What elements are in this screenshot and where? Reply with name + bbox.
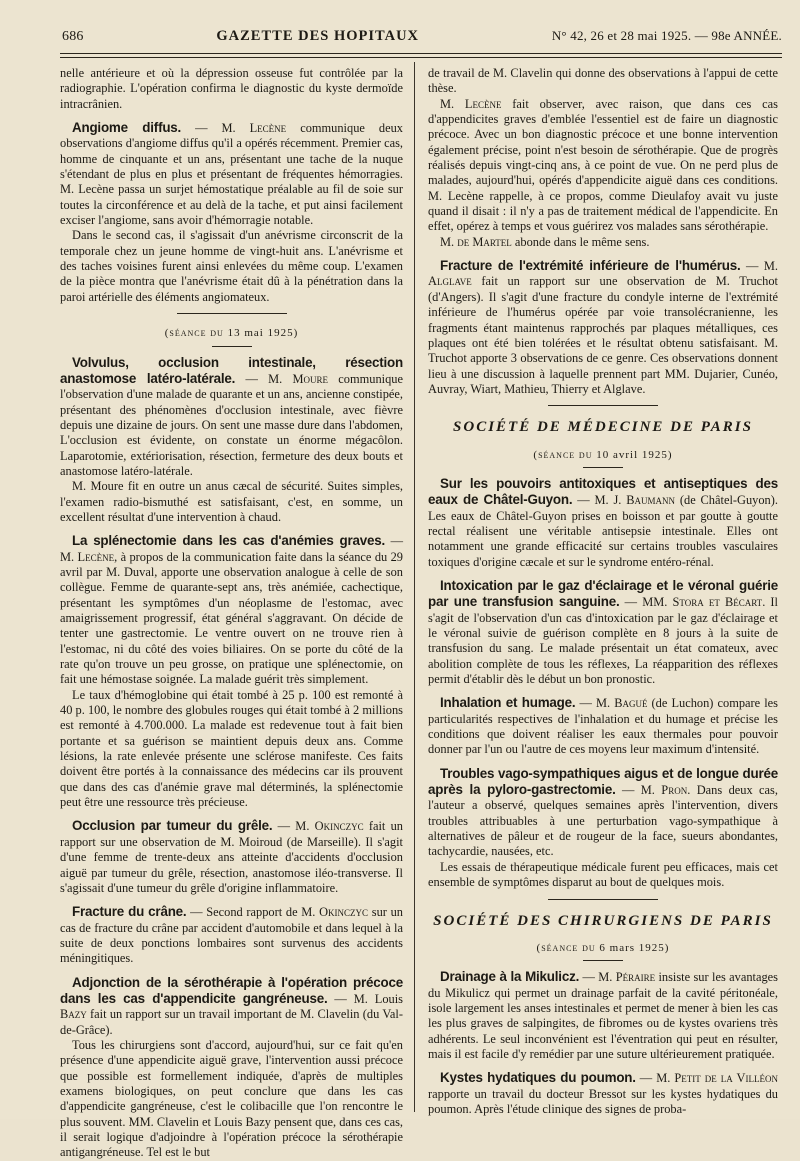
author-prefix: — M. [272, 819, 315, 834]
article-body: Le taux d'hémoglobine qui était tombé à 25 p. 100 est remonté à 40 p. 100, le nombre des globules rouges qui était tombé à 2 millions est remonté à 4.700.000. La malade est redevenue tout à fait bien portante et sa guérison se maintient depuis deux ans. Comme lésions, la rate enlevée présente une sclérose manifeste. Ces faits doivent être portés à la connaissance des médecins car ils prouvent que dans des cas d'anémie grave mal déterminés, la splénectomie peut être une ressource très précieuse. [60, 687, 403, 810]
society-title: SOCIÉTÉ DES CHIRURGIENS DE PARIS [433, 912, 773, 929]
article-heading: Sur les pouvoirs antitoxiques et antiseptiques des eaux de Châtel-Guyon. [428, 475, 778, 508]
article-body: . Il s'agit de l'observation d'un cas d'intoxication par le gaz d'éclairage et le véronal suivie de guérison complète en 8 jours à la suite de transfusion du sang. Le malade présentait un état comateux, avec abolition complète de tous les réflexes, La réapparition des réflexes permit d'établir dès le début un bon pronostic. [428, 595, 778, 687]
author-prefix: — M. Louis [327, 991, 403, 1006]
author-name: Péraire [615, 970, 656, 985]
author-name: Pron [661, 783, 688, 798]
article-body: , à propos de la communication faite dans la séance du 29 avril par M. Duval, apporte une observation analogue à celle de son collègue. Femme de quarante-sept ans, très anémiée, cachectique, présentant les symptômes d'un néoplasme de l'estomac, avec amaigrissement progressif, état général s'aggravant. On décide de tenter une gastrectomie. Le ventre ouvert on ne trouve rien à l'estomac, ni du côté des voies biliaires. On se porte du côté de la rate qu'on trouve un peu grosse, on pratique une splénectomie, on fait une hémostase soignée. La malade guérit très simplement. [60, 549, 403, 687]
article-occlusion [60, 818, 403, 896]
session-date-value: 13 mai 1925 [227, 327, 294, 340]
article-body: M. Moure fit en outre un anus cæcal de sécurité. Suites simples, l'examen radio-bismuthé est satisfaisant, c'est, en somme, un excellent résultat d'une intervention à chaud. [60, 479, 403, 524]
article-body: (de Luchon) compare les particularités respectives de l'inhalation et du humage et précise les conditions que doivent réaliser les eaux thermales pour pouvoir donner par l'un ou l'autre de ces moyens leur maximum d'intensité. [428, 696, 778, 757]
author-prefix: — M. J. [572, 493, 627, 508]
author-prefix: M. [440, 96, 465, 111]
session-date [60, 326, 403, 341]
author-name: Baumann [626, 493, 676, 508]
article-body: Tous les chirurgiens sont d'accord, aujourd'hui, sur ce fait qu'en présence d'une appendicite aiguë grave, l'intervention aussi précoce que possible est formellement indiquée, d'après de multiples examens biologiques, on peut conclure que dans les cas d'appendicite gangréneuse, c'est le colibacille que l'on rencontre le plus souvent. MM. Clavelin et Louis Bazy pensent que, dans ces cas, il serait logique d'adjoindre à l'opération précoce la sérothérapie antigangréneuse. Tel est le but [60, 1037, 403, 1160]
article-volvulus [60, 355, 403, 526]
article-heading: Inhalation et humage. [440, 695, 576, 711]
author-prefix: — M. [181, 121, 250, 136]
article-body: Dans le second cas, il s'agissait d'un anévrisme circonscrit de la temporale chez un jeune homme de vingt-huit ans. L'anévrisme et des taches voisines furent ainsi enlevées du même coup. L'examen de la pièce montra que l'anévrisme était dû à la pénétration dans la paroi artérielle des éléments angiomateux. [60, 228, 403, 304]
author-name: Petit de la Villéon [674, 1071, 778, 1086]
author-name: Lecène [249, 121, 287, 136]
page-number: 686 [62, 29, 84, 44]
article-body-text: fait observer, avec raison, que dans ces cas d'appendicites graves d'emblée l'essentiel est de faire un diagnostic précoce. Avec un bon diagnostic précoce et une bonne intervention également précise, point n'est besoin de sérothérapie. Que de progrès réalisés depuis vingt-cinq ans, à ce point de vue. On ne perd plus de malades, aujourd'hui, opérés d'appendicite aiguë dans ces conditions. M. Lecène rappelle, à ce propos, comme Dieulafoy avait vu juste quand il disait : il n'y a pas de traitement médical de l'appendicite. En effet, opérez à temps et vous guérirez vos malades sans sérothérapie. [428, 96, 778, 234]
article-body: fait un rapport sur une observation de M. Moiroud (de Marseille). Il s'agit d'une femme de trente-deux ans atteinte d'accidents d'occlusion aiguë par tumeur du grêle, résection, anastomose iléo-transverse. Il s'agissait d'une tumeur du grêle d'origine inflammatoire. [60, 819, 403, 895]
right-column [428, 66, 778, 1116]
author-name: Okinczyc [319, 905, 369, 920]
article-angiome [60, 120, 403, 305]
article-body: sur un cas de fracture du crâne par accident d'automobile et dans lequel à la suite de deux ponctions lombaires sont survenus des accidents méningitiques. [60, 905, 403, 966]
session-date [428, 448, 778, 463]
article-heading: Kystes hydatiques du poumon. [440, 1070, 636, 1086]
article-body: rapporte un travail du docteur Bressot sur les kystes hydatiques du poumon. Après l'étude clinique des signes de proba- [428, 1086, 778, 1116]
article-splenectomie [60, 533, 403, 810]
article-intoxication [428, 578, 778, 687]
author-name: Lecène [464, 96, 502, 111]
article-heading: Fracture de l'extrémité inférieure de l'humérus. [440, 258, 741, 274]
author-prefix: — M. [615, 783, 662, 798]
article-body: fait un rapport sur un travail important de M. Clavelin (du Val-de-Grâce). [60, 1007, 403, 1037]
author-name: Okinczyc [314, 819, 364, 834]
article-body: Les essais de thérapeutique médicale furent peu efficaces, mais cet ensemble de symptômes disparut au bout de quelques mois. [428, 859, 778, 890]
page-header [62, 28, 782, 50]
section-divider-short [583, 960, 623, 961]
session-label: (séance du [164, 327, 228, 340]
article-heading: Intoxication par le gaz d'éclairage et le véronal guérie par une transfusion sanguine. [428, 577, 778, 610]
section-divider [177, 313, 287, 314]
article-body: fait un rapport sur une observation de M. Truchot (d'Angers). Il s'agit d'une fracture du condyle interne de l'extrémité inférieure de l'humérus opérée par voie transolécranienne, les fragments étant maintenus rapprochés par plaques métalliques, ces plaques ont été bien tolérées et le résultat obtenu satisfaisant. M. Truchot apporte 3 observations de ce genre. Ces observations donnent lieu à une discussion à laquelle prennent part MM. Dujarier, Cunéo, Auvray, Wiart, Mathieu, Thierry et Alglave. [428, 274, 778, 396]
column-divider [414, 62, 415, 1112]
article-heading: Adjonction de la sérothérapie à l'opération précoce dans les cas d'appendicite gangréneuse. [60, 974, 403, 1006]
article-troubles [428, 766, 778, 891]
society-title: SOCIÉTÉ DE MÉDECINE DE PARIS [453, 419, 753, 436]
session-date [428, 941, 778, 956]
header-rule-thin [60, 57, 782, 58]
section-divider [548, 405, 658, 406]
section-divider-short [583, 467, 623, 468]
body-prefix: — Second rapport de M. [186, 905, 320, 920]
article-drainage [428, 969, 778, 1062]
author-prefix: — M. [579, 970, 616, 985]
article-heading: Occlusion par tumeur du grêle. [72, 818, 273, 834]
journal-title: GAZETTE DES HOPITAUX [216, 28, 420, 44]
left-column [60, 66, 403, 1160]
author-prefix: — M. [235, 371, 293, 386]
article-body: . Dans deux cas, l'auteur a observé, quelques semaines après l'intervention, divers troubles attribuables à une perturbation vago-sympathique à alternatives de pâleur et de rougeur de la face, sueurs abondantes, tachycardie, nausées, etc. [428, 783, 778, 859]
author-name: Alglave [428, 274, 472, 289]
article-body: communique deux observations d'angiome diffus qu'il a opérés récemment. Premier cas, homme de cinquante et un ans, présentant une tache de la nuque s'étendant de plus en plus et présentant de fréquentes hémorragies. M. Lecène passa un surjet hémostatique préalable au fil de soie sur toutes la circonférence et au delà de la tache, et put ainsi facilement exciser l'angiome, sans avoir d'hémorragie notable. [60, 121, 403, 228]
article-body: (de Châtel-Guyon). Les eaux de Châtel-Guyon prises en boisson et par goutte à goutte rectal réalisent une véritable antisepsie intestinale. Elles ont notamment une grande efficacité sur certains troubles vasculaires toxiques d'origine cæcale et sur le syndrome entéro-rénal. [428, 493, 778, 569]
article-kystes [428, 1070, 778, 1117]
article-adjonction [60, 975, 403, 1161]
article-inhalation [428, 695, 778, 757]
article-fracture-humerus [428, 258, 778, 397]
article-heading: Fracture du crâne. [72, 904, 187, 920]
article-heading: Troubles vago-sympathiques aigus et de longue durée après la pyloro-gastrectomie. [428, 765, 778, 798]
session-close: ) [664, 941, 670, 954]
author-prefix: M. [440, 234, 458, 249]
author-name: Bazy [60, 1007, 87, 1022]
article-body: insiste sur les avantages du Mikulicz qui permet un drainage parfait de la cavité péritonéale, isole largement les anses intestinales et permet de mener à bien les cas les plus graves de salpingites, de fibromes ou de kystes ovariens très adhérents. Le seul inconvénient est l'éventration qui peut en résulter, mais il est facile d'y remédier par une suture ultérieurement pratiquée. [428, 970, 778, 1061]
article-heading: Drainage à la Mikulicz. [440, 969, 580, 985]
article-body-text: abonde dans le même sens. [511, 234, 650, 249]
continuation-text: nelle antérieure et où la dépression osseuse fut contrôlée par la radiographie. L'opération confirma le diagnostic du kyste dermoïde intracrânien. [60, 66, 403, 111]
session-date-value: 6 mars 1925 [599, 941, 665, 954]
article-heading: La splénectomie dans les cas d'anémies graves. [72, 533, 386, 549]
article-heading: Volvulus, occlusion intestinale, résection anastomose latéro-latérale. [60, 354, 403, 386]
author-name: Stora et Bécart [672, 595, 763, 610]
article-chatel-guyon [428, 476, 778, 570]
author-prefix: — M. [575, 696, 615, 711]
author-name: de Martel [457, 234, 512, 249]
author-prefix: — M. [740, 259, 778, 274]
author-prefix: — M. [635, 1071, 675, 1086]
author-prefix: — MM. [619, 595, 673, 610]
session-date-value: 10 avril 1925 [596, 448, 668, 461]
session-close: ) [293, 327, 299, 340]
section-divider [548, 899, 658, 900]
author-name: Moure [292, 371, 329, 386]
session-label: (séance du [533, 448, 597, 461]
article-body: communique l'observation d'une malade de quarante et un ans, ancienne constipée, présentant des phénomènes d'occlusion intestinale, avec fièvre depuis une dizaine de jours. On sent une masse dure dans l'abdomen, L'occlusion est évidente, on constate un énorme mégacôlon. Laparotomie, extériorisation, résection, fermeture des deux bouts et anastomose latéro-latérale. [60, 371, 403, 478]
author-name: Lecène [77, 549, 115, 564]
issue-info: N° 42, 26 et 28 mai 1925. — 98e ANNÉE. [551, 28, 782, 43]
section-divider-short [212, 346, 252, 347]
article-body [428, 97, 778, 235]
article-heading: Angiome diffus. [72, 120, 182, 136]
session-label: (séance du [536, 941, 600, 954]
article-fracture-crane [60, 904, 403, 966]
continuation-text: de travail de M. Clavelin qui donne des observations à l'appui de cette thèse. [428, 66, 778, 96]
header-rule [60, 53, 782, 54]
author-name: Bagué [614, 696, 648, 711]
author-prefix: — M. [60, 534, 403, 564]
article-body [428, 235, 778, 250]
session-close: ) [667, 448, 673, 461]
